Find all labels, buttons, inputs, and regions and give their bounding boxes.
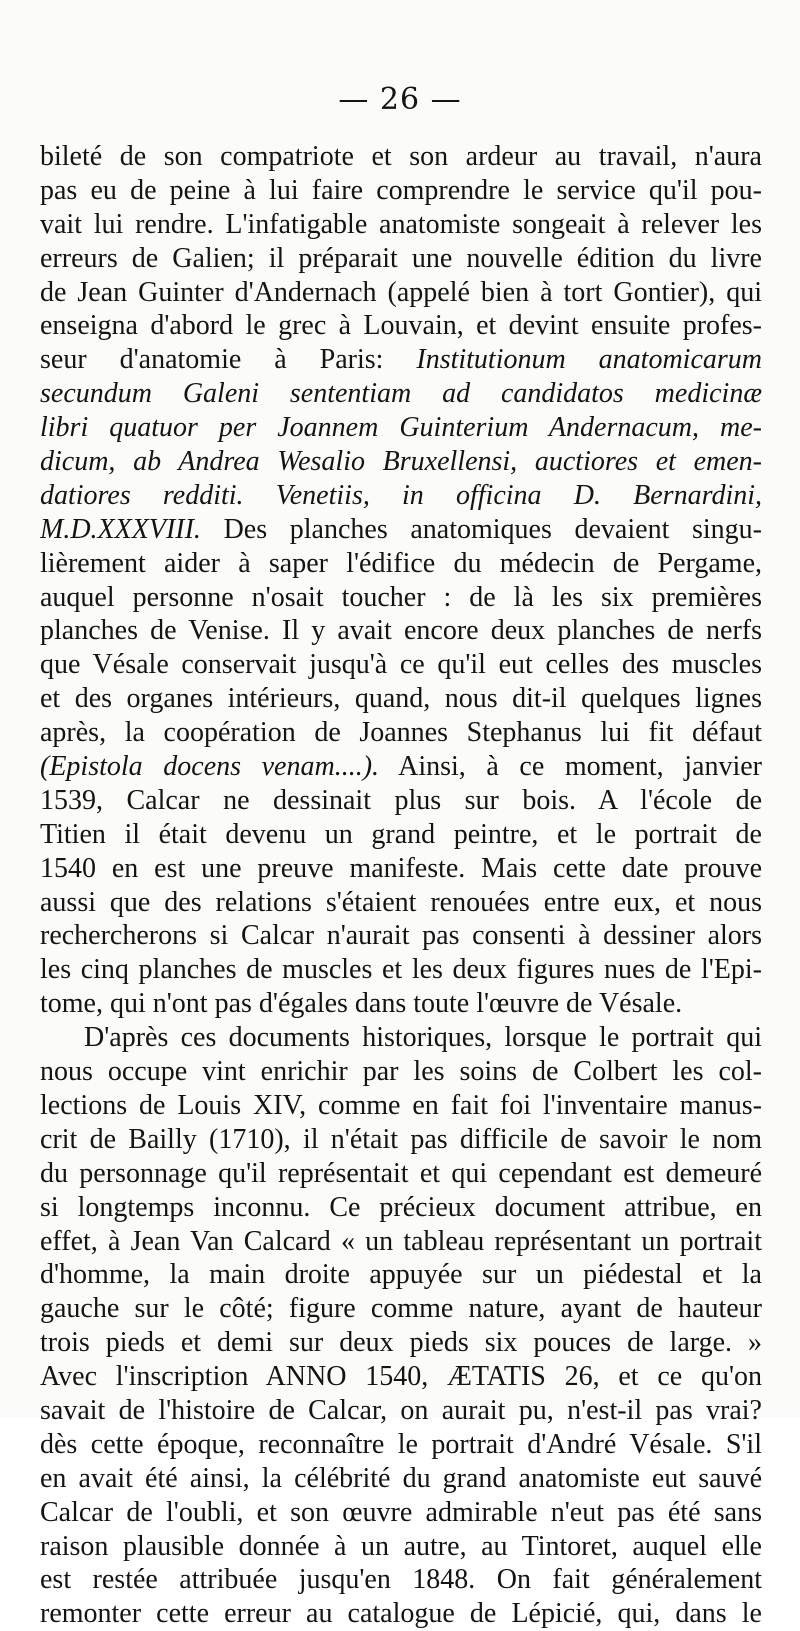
text-line: bileté de son compatriote et son ardeur au travail, n'aura <box>40 141 762 172</box>
text-line: erreurs de Galien; il préparait une nouvelle édition du livre <box>40 242 762 274</box>
text-line: vait lui rendre. L'infatigable anatomiste songeait à relever les <box>40 208 762 240</box>
text-line: 1539, Calcar ne dessinait plus sur bois. A l'école de <box>40 784 762 816</box>
text-line: enseigna d'abord le grec à Louvain, et devint ensuite profes- <box>40 310 762 342</box>
text-line: est restée attribuée jusqu'en 1848. On fait généralement <box>40 1564 762 1596</box>
paragraph-start: D'après ces documents historiques, lorsque le portrait qui <box>84 1022 762 1054</box>
text-line: pas eu de peine à lui faire comprendre le service qu'il pou- <box>40 174 762 206</box>
book-title-italic: Institutionum anatomicarum <box>416 344 762 376</box>
text-line: gauche sur le côté; figure comme nature, ayant de hauteur <box>40 1293 762 1325</box>
text-run: seur d'anatomie à Paris: <box>40 344 384 376</box>
book-title-italic: M.D.XXXVIII. <box>40 513 201 545</box>
text-line: que Vésale conservait jusqu'à ce qu'il eut celles des muscles <box>40 649 762 681</box>
text-run: Ainsi, à ce moment, janvier <box>379 751 762 783</box>
text-line: si longtemps inconnu. Ce précieux document attribue, en <box>40 1191 762 1223</box>
page-number: — 26 — <box>338 82 462 117</box>
text-line <box>40 750 762 784</box>
book-title-italic: dicum, ab Andrea Wesalio Bruxellensi, auctiores et emen- <box>40 446 762 478</box>
text-line: en avait été ainsi, la célébrité du grand anatomiste eut sauvé <box>40 1462 762 1494</box>
text-line: d'homme, la main droite appuyée sur un piédestal et la <box>40 1259 762 1291</box>
book-title-italic: datiores redditi. Venetiis, in officina D. Bernardini, <box>40 479 762 511</box>
book-title-italic: secundum Galeni sententiam ad candidatos medicinæ <box>40 378 762 410</box>
text-line: Titien il était devenu un grand peintre, et le portrait de <box>40 818 762 850</box>
text-line <box>40 343 762 377</box>
text-line: lièrement aider à saper l'édifice du médecin de Pergame, <box>40 547 762 579</box>
text-line: crit de Bailly (1710), il n'était pas difficile de savoir le nom <box>40 1123 762 1155</box>
text-line: Calcar de l'oubli, et son œuvre admirable n'eut pas été sans <box>40 1496 762 1528</box>
text-line: effet, à Jean Van Calcard « un tableau représentant un portrait <box>40 1225 762 1257</box>
text-line: après, la coopération de Joannes Stephanus lui fit défaut <box>40 717 762 749</box>
citation-italic: (Epistola docens venam....). <box>40 751 380 783</box>
text-line: tome, qui n'ont pas d'égales dans toute l'œuvre de Vésale. <box>40 988 683 1020</box>
text-line: planches de Venise. Il y avait encore deux planches de nerfs <box>40 615 762 647</box>
text-line: nous occupe vint enrichir par les soins de Colbert les col- <box>40 1056 762 1088</box>
text-line: remonter cette erreur au catalogue de Lépicié, qui, dans le <box>40 1598 762 1630</box>
body-text <box>40 140 762 1631</box>
text-line: auquel personne n'osait toucher : de là les six premières <box>40 581 762 613</box>
text-line: dès cette époque, reconnaître le portrait d'André Vésale. S'il <box>40 1428 762 1460</box>
text-line: rechercherons si Calcar n'aurait pas consenti à dessiner alors <box>40 920 762 952</box>
text-line: aussi que des relations s'étaient renouées entre eux, et nous <box>40 886 762 918</box>
text-line: du personnage qu'il représentait et qui cependant est demeuré <box>40 1157 762 1189</box>
text-line: de Jean Guinter d'Andernach (appelé bien à tort Gontier), qui <box>40 276 762 308</box>
text-line: les cinq planches de muscles et les deux figures nues de l'Epi- <box>40 954 762 986</box>
text-line: raison plausible donnée à un autre, au Tintoret, auquel elle <box>40 1530 762 1562</box>
text-line: Avec l'inscription ANNO 1540, ÆTATIS 26, et ce qu'on <box>40 1361 762 1393</box>
book-title-italic: libri quatuor per Joannem Guinterium Andernacum, me- <box>40 412 762 444</box>
text-line: lections de Louis XIV, comme en fait foi l'inventaire manus- <box>40 1089 762 1121</box>
text-line: savait de l'histoire de Calcar, on aurait pu, n'est-il pas vrai? <box>40 1394 762 1426</box>
text-line <box>40 513 762 547</box>
text-run: Des planches anatomiques devaient singu- <box>200 513 762 545</box>
text-line: 1540 en est une preuve manifeste. Mais cette date prouve <box>40 852 762 884</box>
text-line: trois pieds et demi sur deux pieds six pouces de large. » <box>40 1327 762 1359</box>
text-line: et des organes intérieurs, quand, nous dit-il quelques lignes <box>40 683 762 715</box>
